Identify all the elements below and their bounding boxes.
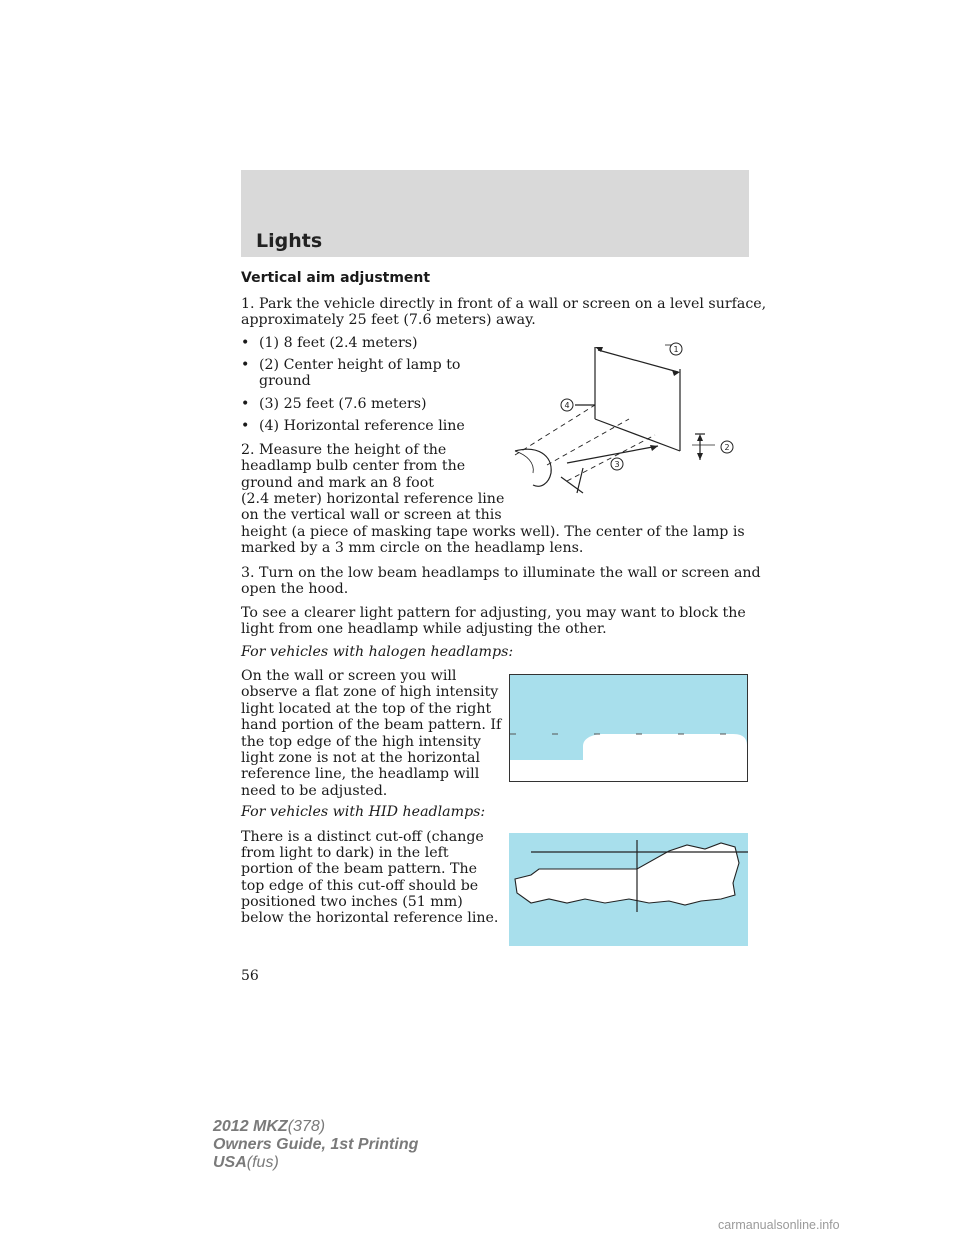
section-title: Lights bbox=[256, 230, 323, 252]
watermark: carmanualsonline.info bbox=[718, 1218, 840, 1232]
callout-1: 1 bbox=[673, 345, 679, 354]
footer-print-info: 2012 MKZ(378) Owners Guide, 1st Printing USA(fus) bbox=[213, 1118, 419, 1171]
callout-3: 3 bbox=[614, 460, 620, 469]
subsection-heading: Vertical aim adjustment bbox=[241, 270, 431, 286]
headlamp-aim-diagram bbox=[505, 333, 745, 498]
hid-heading: For vehicles with HID headlamps: bbox=[241, 804, 486, 820]
hid-beam-pattern-figure bbox=[509, 833, 748, 946]
callout-4: 4 bbox=[564, 401, 570, 410]
halogen-beam-pattern-figure bbox=[509, 674, 748, 782]
halogen-heading: For vehicles with halogen headlamps: bbox=[241, 644, 514, 660]
page-number: 56 bbox=[241, 968, 259, 984]
callout-2: 2 bbox=[724, 443, 730, 452]
